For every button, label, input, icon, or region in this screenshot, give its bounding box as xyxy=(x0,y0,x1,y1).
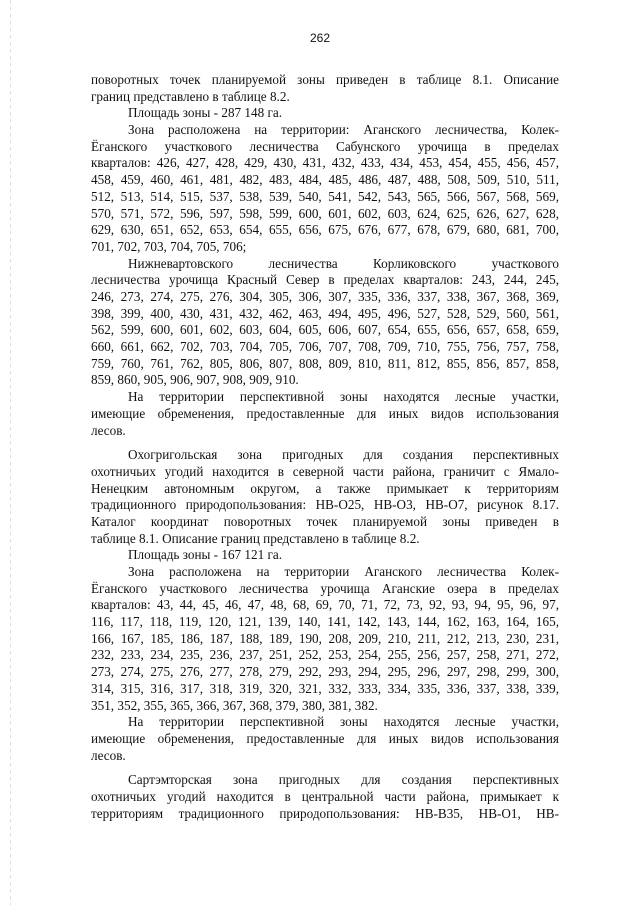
text-line: охотничьих угодий находится в центральной части района, примыкает к xyxy=(91,789,559,805)
page-number: 262 xyxy=(309,31,331,45)
text-line: охотничьих угодий находится в северной части района, граничит с Ямало- xyxy=(91,463,559,479)
text-line: 166, 167, 185, 186, 187, 188, 189, 190, 208, 209, 210, 211, 212, 213, 230, 231, xyxy=(91,630,559,646)
text-line: лесов. xyxy=(91,422,126,438)
text-line: 351, 352, 355, 365, 366, 367, 368, 379, 380, 381, 382. xyxy=(91,697,378,713)
text-line: Сартэмторская зона пригодных для создания перспективных xyxy=(128,772,559,788)
text-line: 398, 399, 400, 430, 431, 432, 462, 463, 494, 495, 496, 527, 528, 529, 560, 561, xyxy=(91,305,559,321)
text-line: границ представлено в таблице 8.2. xyxy=(91,88,290,104)
text-line: 660, 661, 662, 702, 703, 704, 705, 706, 707, 708, 709, 710, 755, 756, 757, 758, xyxy=(91,339,559,355)
text-line: кварталов: 426, 427, 428, 429, 430, 431, 432, 433, 434, 453, 454, 455, 456, 457, xyxy=(91,155,559,171)
text-line: Охогригольская зона пригодных для создания перспективных xyxy=(128,447,559,463)
text-line: 458, 459, 460, 461, 481, 482, 483, 484, 485, 486, 487, 488, 508, 509, 510, 511, xyxy=(91,172,559,188)
text-line: На территории перспективной зоны находятся лесные участки, xyxy=(128,714,559,730)
document-body xyxy=(91,72,559,822)
paragraph-gap xyxy=(91,439,559,447)
text-line: лесничества урочища Красный Север в пределах кварталов: 243, 244, 245, xyxy=(91,272,559,288)
text-line: Площадь зоны - 167 121 га. xyxy=(128,547,283,563)
text-line: 701, 702, 703, 704, 705, 706; xyxy=(91,238,247,254)
text-line: 314, 315, 316, 317, 318, 319, 320, 321, 332, 333, 334, 335, 336, 337, 338, 339, xyxy=(91,680,559,696)
text-line: Ёганского участкового лесничества Сабунского урочища в пределах xyxy=(91,138,559,154)
text-line: 512, 513, 514, 515, 537, 538, 539, 540, 541, 542, 543, 565, 566, 567, 568, 569, xyxy=(91,188,559,204)
text-line: Каталог координат поворотных точек планируемой зоны приведен в xyxy=(91,513,559,529)
text-line: лесов. xyxy=(91,747,126,763)
text-line: 759, 760, 761, 762, 805, 806, 807, 808, 809, 810, 811, 812, 855, 856, 857, 858, xyxy=(91,355,559,371)
text-line: имеющие обременения, предоставленные для иных видов использования xyxy=(91,730,559,746)
text-line: Ненецким автономным округом, а также примыкает к территориям xyxy=(91,480,559,496)
text-line: Ёганского участкового лесничества урочища Аганские озера в пределах xyxy=(91,580,559,596)
text-line: традиционного природопользования: НВ-О25, НВ-О3, НВ-О7, рисунок 8.17. xyxy=(91,497,559,513)
text-line: Зона расположена на территории Аганского лесничества Колек- xyxy=(128,564,559,580)
paragraph-gap xyxy=(91,764,559,772)
text-line: кварталов: 43, 44, 45, 46, 47, 48, 68, 69, 70, 71, 72, 73, 92, 93, 94, 95, 96, 97, xyxy=(91,597,559,613)
text-line: 116, 117, 118, 119, 120, 121, 139, 140, 141, 142, 143, 144, 162, 163, 164, 165, xyxy=(91,614,559,630)
text-line: Площадь зоны - 287 148 га. xyxy=(128,105,283,121)
text-line: Нижневартовского лесничества Корликовского участкового xyxy=(128,255,559,271)
text-line: 232, 233, 234, 235, 236, 237, 251, 252, 253, 254, 255, 256, 257, 258, 271, 272, xyxy=(91,647,559,663)
text-line: 859, 860, 905, 906, 907, 908, 909, 910. xyxy=(91,372,299,388)
text-line: 273, 274, 275, 276, 277, 278, 279, 292, 293, 294, 295, 296, 297, 298, 299, 300, xyxy=(91,664,559,680)
text-line: 570, 571, 572, 596, 597, 598, 599, 600, 601, 602, 603, 624, 625, 626, 627, 628, xyxy=(91,205,559,221)
text-line: 562, 599, 600, 601, 602, 603, 604, 605, 606, 607, 654, 655, 656, 657, 658, 659, xyxy=(91,322,559,338)
text-line: Зона расположена на территории: Аганского лесничества, Колек- xyxy=(128,122,559,138)
text-line: На территории перспективной зоны находятся лесные участки, xyxy=(128,389,559,405)
text-line: 629, 630, 651, 652, 653, 654, 655, 656, 675, 676, 677, 678, 679, 680, 681, 700, xyxy=(91,222,559,238)
text-line: 246, 273, 274, 275, 276, 304, 305, 306, 307, 335, 336, 337, 338, 367, 368, 369, xyxy=(91,288,559,304)
text-line: территориям традиционного природопользования: НВ-В35, НВ-О1, НВ- xyxy=(91,805,559,821)
text-line: поворотных точек планируемой зоны приведен в таблице 8.1. Описание xyxy=(91,72,559,87)
text-line: таблице 8.1. Описание границ представлено в таблице 8.2. xyxy=(91,530,420,546)
text-line: имеющие обременения, предоставленные для иных видов использования xyxy=(91,405,559,421)
binding-edge xyxy=(10,0,11,905)
